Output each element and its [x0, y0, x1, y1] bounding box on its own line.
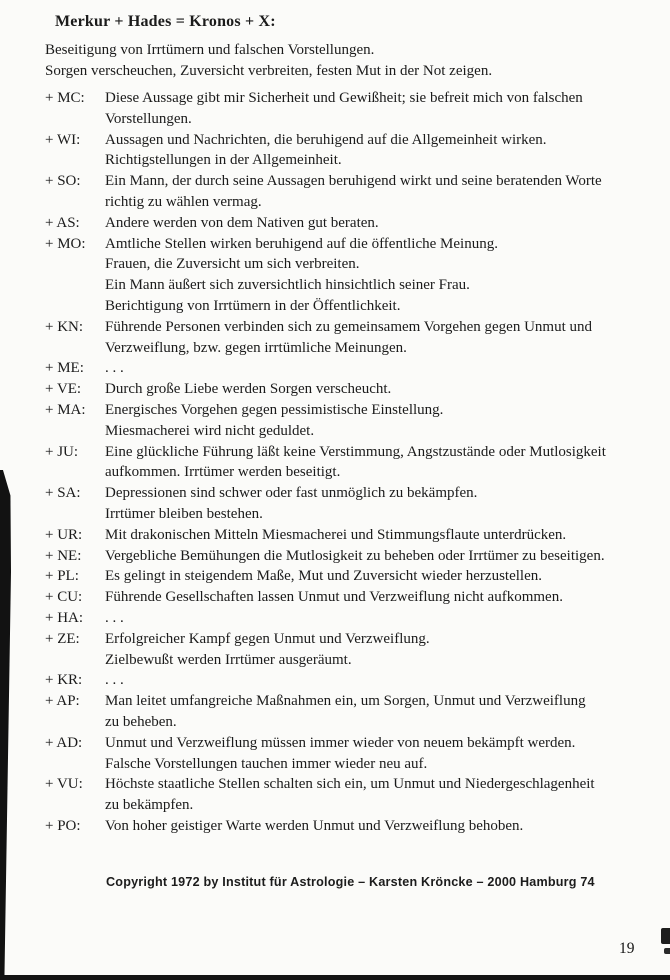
entry-line: Höchste staatliche Stellen schalten sich ein, um Unmut und Niedergeschlagenheit [105, 776, 595, 793]
entry-line: Zielbewußt werden Irrtümer ausgeräumt. [105, 651, 352, 668]
entry-line: Verzweiflung, bzw. gegen irrtümliche Meinungen. [105, 339, 407, 356]
entry-line: zu bekämpfen. [105, 797, 194, 814]
entry-line: Andere werden von dem Nativen gut beraten. [105, 214, 379, 231]
entry-line: Mit drakonischen Mitteln Miesmacherei und Stimmungsflaute unterdrücken. [105, 526, 567, 543]
entry-label: + VE: [45, 381, 82, 398]
entry-text [105, 546, 660, 567]
entry-line: Richtigstellungen in der Allgemeinheit. [105, 152, 342, 169]
entry-row [45, 483, 660, 525]
scan-artifact-bottom-bar [0, 975, 670, 980]
entry-text [105, 213, 660, 234]
entry-line: Führende Personen verbinden sich zu gemeinsamem Vorgehen gegen Unmut und [105, 318, 592, 335]
entry-text [105, 691, 660, 733]
entry-row [45, 317, 660, 359]
entry-label: + ME: [45, 360, 84, 377]
entry-label: + AS: [45, 214, 80, 231]
entry-line: . . . [105, 360, 124, 377]
entry-label: + VU: [45, 776, 83, 793]
entry-line: Diese Aussage gibt mir Sicherheit und Gewißheit; sie befreit mich von falschen [105, 90, 583, 106]
entry-line: Erfolgreicher Kampf gegen Unmut und Verzweiflung. [105, 630, 430, 647]
entry-line: Berichtigung von Irrtümern in der Öffentlichkeit. [105, 297, 401, 314]
entry-text [105, 88, 660, 130]
entry-text [105, 774, 660, 816]
entry-line: Man leitet umfangreiche Maßnahmen ein, um Sorgen, Unmut und Verzweiflung [105, 693, 586, 710]
entry-line: Depressionen sind schwer oder fast unmöglich zu bekämpfen. [105, 485, 478, 502]
entry-row [45, 88, 660, 130]
entry-text [105, 566, 660, 587]
entry-row [45, 587, 660, 608]
entry-text [105, 171, 660, 213]
entries-list [45, 88, 660, 837]
entry-line: . . . [105, 672, 124, 689]
entry-row [45, 691, 660, 733]
entry-label: + PO: [45, 817, 81, 834]
entry-row [45, 608, 660, 629]
entry-label: + UR: [45, 526, 83, 543]
entry-line: Führende Gesellschaften lassen Unmut und Verzweiflung nicht aufkommen. [105, 589, 563, 606]
entry-line: Vergebliche Bemühungen die Mutlosigkeit zu beheben oder Irrtümer zu beseitigen. [105, 547, 605, 564]
entry-row [45, 234, 660, 317]
entry-row [45, 213, 660, 234]
entry-line: Vorstellungen. [105, 110, 192, 127]
entry-text [105, 234, 660, 317]
entry-text [105, 400, 660, 442]
entry-text [105, 442, 660, 484]
entry-line: Ein Mann äußert sich zuversichtlich hinsichtlich seiner Frau. [105, 277, 470, 294]
entry-row [45, 171, 660, 213]
entry-line: Miesmacherei wird nicht geduldet. [105, 422, 315, 439]
entry-text [105, 587, 660, 608]
entry-text [105, 379, 660, 400]
entry-label: + CU: [45, 589, 83, 606]
copyright-line: Copyright 1972 by Institut für Astrologie – Karsten Kröncke – 2000 Hamburg 74 [106, 875, 595, 889]
entry-text [105, 525, 660, 546]
entry-text [105, 130, 660, 172]
entry-row [45, 774, 660, 816]
entry-text [105, 733, 660, 775]
entry-line: Von hoher geistiger Warte werden Unmut und Verzweiflung behoben. [105, 817, 524, 834]
entry-line: zu beheben. [105, 713, 177, 730]
entry-line: Eine glückliche Führung läßt keine Verstimmung, Angstzustände oder Mutlosigkeit [105, 443, 606, 460]
entry-row [45, 546, 660, 567]
entry-row [45, 733, 660, 775]
entry-label: + KR: [45, 672, 83, 689]
entry-line: Ein Mann, der durch seine Aussagen beruhigend wirkt und seine beratenden Worte [105, 173, 602, 190]
entry-line: . . . [105, 609, 124, 626]
page-number: 19 [619, 940, 635, 957]
intro-paragraph [45, 40, 492, 82]
entry-row [45, 358, 660, 379]
intro-line: Beseitigung von Irrtümern und falschen Vorstellungen. [45, 42, 375, 58]
scan-artifact-right-dot [664, 948, 670, 954]
entry-label: + JU: [45, 443, 79, 460]
entry-label: + AD: [45, 734, 83, 751]
entry-label: + MA: [45, 401, 86, 418]
entry-row [45, 566, 660, 587]
entry-label: + NE: [45, 547, 82, 564]
entry-row [45, 670, 660, 691]
entry-line: Falsche Vorstellungen tauchen immer wieder neu auf. [105, 755, 428, 772]
entry-text [105, 629, 660, 671]
entry-label: + SO: [45, 173, 81, 190]
entry-text [105, 483, 660, 525]
entry-row [45, 816, 660, 837]
entry-text [105, 816, 660, 837]
entry-row [45, 525, 660, 546]
entry-line: Es gelingt in steigendem Maße, Mut und Zuversicht wieder herzustellen. [105, 568, 542, 585]
entry-label: + ZE: [45, 630, 80, 647]
entry-label: + AP: [45, 693, 80, 710]
entry-text [105, 317, 660, 359]
page-title: Merkur + Hades = Kronos + X: [55, 13, 276, 30]
scan-artifact-left-bar [0, 470, 11, 980]
entry-label: + PL: [45, 568, 79, 585]
entry-line: Unmut und Verzweiflung müssen immer wieder von neuem bekämpft werden. [105, 734, 576, 751]
entry-text [105, 608, 660, 629]
entry-label: + MC: [45, 90, 85, 106]
entry-row [45, 629, 660, 671]
entry-line: Irrtümer bleiben bestehen. [105, 505, 263, 522]
entry-label: + WI: [45, 131, 81, 148]
entry-row [45, 130, 660, 172]
entry-line: Durch große Liebe werden Sorgen verscheucht. [105, 381, 392, 398]
entry-text [105, 670, 660, 691]
entry-line: Frauen, die Zuversicht um sich verbreiten. [105, 256, 360, 273]
entry-row [45, 442, 660, 484]
entry-label: + HA: [45, 609, 84, 626]
intro-line: Sorgen verscheuchen, Zuversicht verbreiten, festen Mut in der Not zeigen. [45, 62, 493, 79]
entry-label: + MO: [45, 235, 86, 252]
entry-line: Amtliche Stellen wirken beruhigend auf die öffentliche Meinung. [105, 235, 498, 252]
entry-row [45, 379, 660, 400]
entry-text [105, 358, 660, 379]
entry-label: + SA: [45, 485, 81, 502]
entry-line: richtig zu wählen vermag. [105, 193, 262, 210]
entry-line: Energisches Vorgehen gegen pessimistische Einstellung. [105, 401, 444, 418]
entry-row [45, 400, 660, 442]
scan-artifact-right-mark [661, 928, 670, 944]
entry-label: + KN: [45, 318, 84, 335]
entry-line: Aussagen und Nachrichten, die beruhigend auf die Allgemeinheit wirken. [105, 131, 547, 148]
entry-line: aufkommen. Irrtümer werden beseitigt. [105, 464, 341, 481]
